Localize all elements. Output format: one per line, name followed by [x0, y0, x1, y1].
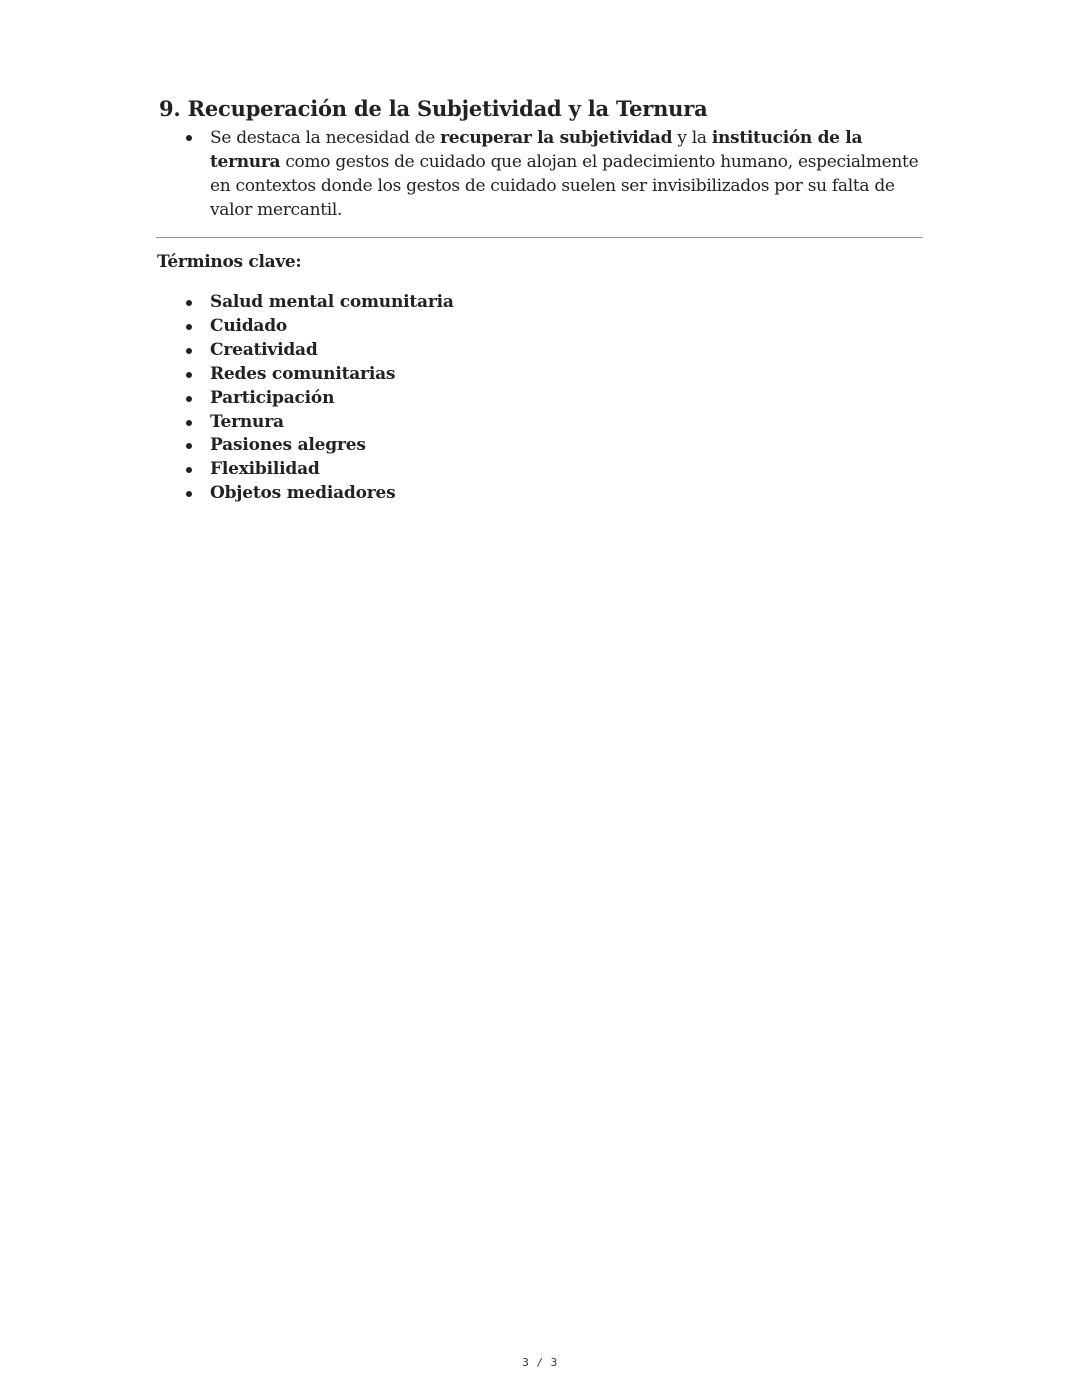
- summary-text-part1: Se destaca la necesidad de: [210, 128, 441, 148]
- key-term-item: [186, 411, 454, 435]
- bullet-icon: [186, 443, 192, 449]
- bullet-icon: [186, 372, 192, 378]
- summary-text-part3: como gestos de cuidado que alojan el padecimiento humano, especialmente en contextos donde los gestos de cuidado suelen ser invisibilizados por su falta de valor mercantil.: [210, 152, 919, 220]
- page-number: 3 / 3: [522, 1356, 558, 1369]
- key-term-item: [186, 458, 454, 482]
- summary-list: [186, 126, 926, 222]
- key-term-label: Ternura: [210, 411, 284, 432]
- bullet-icon: [186, 491, 192, 497]
- bullet-icon: [186, 396, 192, 402]
- key-term-item: [186, 339, 454, 363]
- summary-bullet-item: [186, 126, 926, 222]
- bullet-icon: [186, 348, 192, 354]
- bullet-icon: [186, 324, 192, 330]
- key-term-label: Salud mental comunitaria: [210, 292, 454, 312]
- key-term-item: [186, 291, 454, 315]
- key-term-item: [186, 434, 454, 458]
- bullet-icon: [186, 420, 192, 426]
- key-term-label: Pasiones alegres: [210, 435, 366, 456]
- key-term-label: Cuidado: [210, 315, 288, 336]
- key-term-label: Participación: [210, 387, 335, 408]
- terms-heading: Términos clave:: [157, 252, 302, 272]
- key-term-item: [186, 363, 454, 387]
- bullet-icon: [186, 300, 192, 306]
- bullet-icon: [186, 135, 192, 141]
- key-term-item: [186, 482, 454, 506]
- key-terms-list: [186, 291, 454, 506]
- key-term-label: Objetos mediadores: [210, 483, 396, 504]
- key-term-item: [186, 387, 454, 411]
- key-term-label: Flexibilidad: [210, 459, 320, 480]
- bullet-icon: [186, 467, 192, 473]
- key-term-label: Redes comunitarias: [210, 363, 396, 384]
- horizontal-divider: [156, 237, 923, 238]
- summary-bold-subjetividad: recuperar la subjetividad: [440, 128, 673, 148]
- key-term-item: [186, 315, 454, 339]
- summary-bold-ternura: institución de la ternura: [210, 128, 863, 172]
- section-heading: 9. Recuperación de la Subjetividad y la Ternura: [159, 96, 708, 121]
- key-term-label: Creatividad: [210, 339, 318, 360]
- summary-text-part2: y la: [672, 128, 712, 148]
